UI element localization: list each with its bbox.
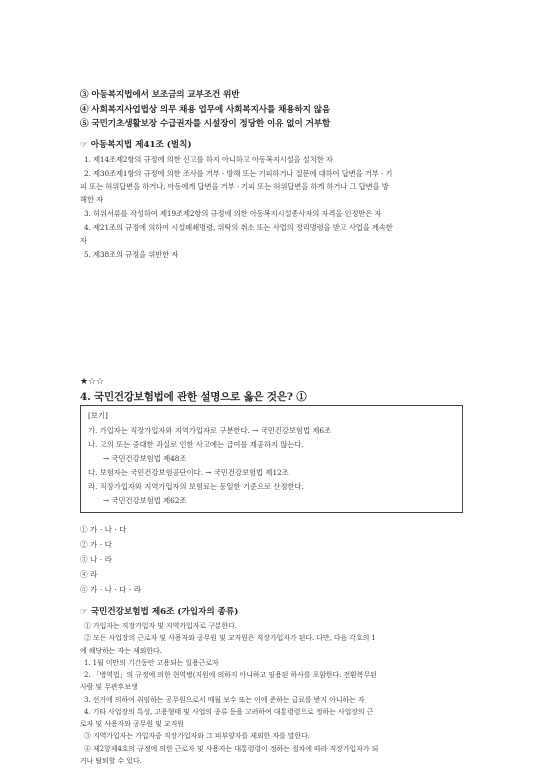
penalty-line: 5. 제38조의 규정을 위반한 자 bbox=[84, 250, 179, 259]
answer-choice-1: ① 가 · 나 · 다 bbox=[80, 525, 127, 534]
penalty-line: 2. 제30조제1항의 규정에 의한 조사를 거부 · 방해 또는 기피하거나 질문에 대하여 답변을 거부 · 기 bbox=[84, 169, 393, 178]
box-reference: → 국민건강보험법 제62조 bbox=[103, 496, 187, 505]
section-heading-child-welfare bbox=[80, 139, 192, 151]
option-5-text: ⑤ 국민기초생활보장 수급권자를 시설장이 정당한 이유 없이 거부함 bbox=[80, 119, 331, 129]
penalty-line: 3. 허위서류를 작성하여 제19조제2항의 규정에 의한 아동복지시설종사자의 자격을 인정받은 자 bbox=[84, 209, 382, 218]
article-line: 에 해당하는 자는 제외한다. bbox=[80, 646, 162, 655]
box-item: 다. 보험자는 국민건강보험공단이다. → 국민건강보험법 제12조 bbox=[88, 468, 289, 477]
section-heading-health-insurance bbox=[80, 606, 238, 618]
question-title: 4. 국민건강보험법에 관한 설명으로 옳은 것은? ① bbox=[80, 391, 307, 403]
box-item: 가. 가입자는 직장가입자와 지역가입자로 구분한다. → 국민건강보험법 제6조 bbox=[88, 426, 332, 435]
option-3-text: ③ 아동복지법에서 보조금의 교부조건 위반 bbox=[80, 90, 240, 100]
article-line: ① 가입자는 직장가입자 및 지역가입자로 구분한다. bbox=[84, 622, 237, 630]
penalty-line: 1. 제14조제2항의 규정에 의한 신고를 하지 아니하고 아동복지시설을 설치한 자 bbox=[84, 155, 333, 164]
penalty-line: 피 또는 허위답변을 하거나, 아동에게 답변을 거부 · 기피 또는 허위답변을 하게 하거나 그 답변을 방 bbox=[80, 182, 389, 191]
box-reference: → 국민건강보험법 제48조 bbox=[103, 454, 187, 463]
article-line: 2. 「병역법」의 규정에 의한 현역병(지원에 의하지 아니하고 임용된 하사를 포함한다. 전환복무된 bbox=[84, 671, 377, 680]
answer-choice-3: ③ 나 · 라 bbox=[80, 555, 112, 564]
penalty-line: 해한 자 bbox=[80, 195, 104, 204]
article-line: ④ 제2항제4호의 규정에 의한 근로자 및 사용자는 대통령령이 정하는 절차에 따라 직장가입자가 되 bbox=[84, 744, 379, 753]
article-line: 1. 1월 미만의 기간동안 고용되는 일용근로자 bbox=[84, 658, 219, 667]
pointing-hand-icon: ☞ bbox=[80, 607, 88, 617]
section-title: 국민건강보험법 제6조 (가입자의 종류) bbox=[90, 607, 239, 617]
article-line: 거나 탈퇴할 수 있다. bbox=[80, 757, 142, 765]
answer-choice-4: ④ 라 bbox=[80, 570, 98, 579]
article-line: ③ 지역가입자는 가입자중 직장가입자와 그 피부양자를 제외한 자를 말한다. bbox=[84, 732, 310, 741]
difficulty-stars: ★☆☆ bbox=[80, 377, 105, 387]
box-item: 라. 직장가입자와 지역가입자의 보험료는 동일한 기준으로 산정한다. bbox=[88, 482, 304, 491]
article-line: 3. 선거에 의하여 취임하는 공무원으로서 매월 보수 또는 이에 준하는 급료를 받지 아니하는 자 bbox=[84, 695, 365, 704]
box-item: 나. 고의 또는 중대한 과실로 인한 사고에는 급여를 제공하지 않는다. bbox=[88, 440, 304, 449]
section-title: 아동복지법 제41조 (벌칙) bbox=[90, 140, 192, 150]
article-line: 사람 및 무관후보생 bbox=[80, 683, 138, 692]
pointing-hand-icon: ☞ bbox=[80, 140, 88, 150]
example-box bbox=[80, 405, 463, 513]
option-4-text: ④ 사회복지사업법상 의무 채용 업무에 사회복지사를 채용하지 않음 bbox=[80, 105, 331, 115]
article-line: ② 모든 사업장의 근로자 및 사용자와 공무원 및 교직원은 직장가입자가 된다. 다만, 다음 각호의 1 bbox=[84, 634, 376, 643]
answer-choice-2: ② 가 · 다 bbox=[80, 540, 112, 549]
penalty-line: 4. 제21조의 규정에 의하여 시설폐쇄명령, 위탁의 취소 또는 사업의 정리명령을 받고 사업을 계속한 bbox=[84, 223, 393, 232]
box-heading: [보기] bbox=[88, 411, 108, 420]
answer-choice-5: ⑤ 가 · 나 · 다 · 라 bbox=[80, 585, 142, 594]
article-line: 로자 및 사용자와 공무원 및 교직원 bbox=[80, 720, 184, 729]
article-line: 4. 기타 사업장의 특성, 고용형태 및 사업의 종류 등을 고려하여 대통령령으로 정하는 사업장의 근 bbox=[84, 707, 374, 716]
penalty-line: 자 bbox=[80, 236, 87, 245]
